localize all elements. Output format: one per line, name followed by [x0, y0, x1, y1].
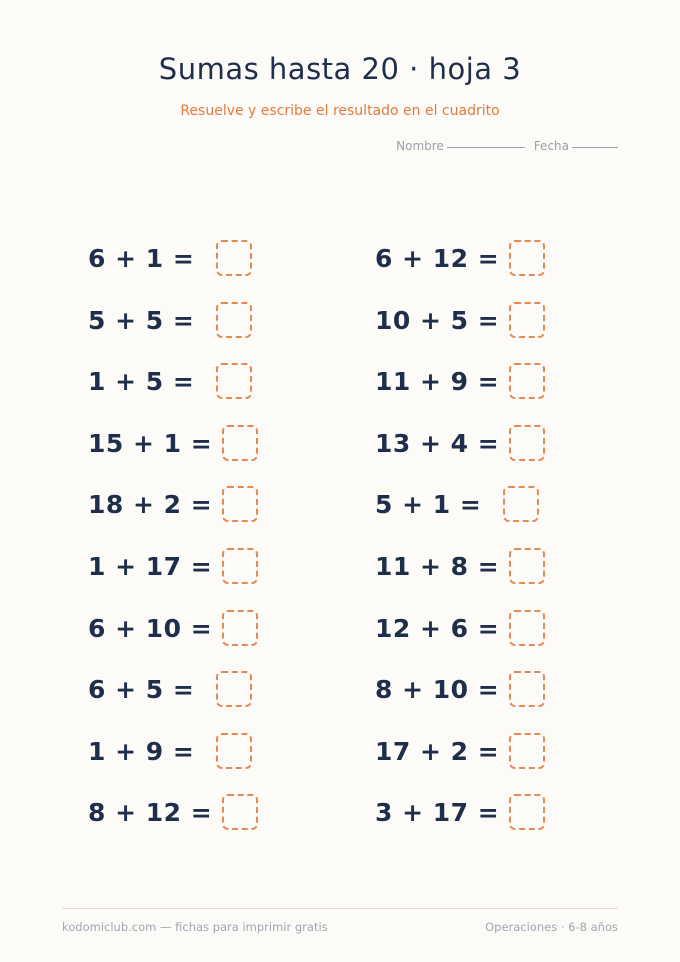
problem-expression: 15 + 1 =	[88, 428, 213, 458]
page-subtitle: Resuelve y escribe el resultado en el cuadrito	[180, 103, 500, 119]
answer-box[interactable]	[509, 240, 545, 276]
problem-expression: 6 + 5 =	[88, 674, 195, 704]
problem-expression: 3 + 17 =	[375, 797, 500, 827]
date-label: Fecha	[533, 139, 569, 153]
problem-expression: 1 + 17 =	[88, 551, 213, 581]
problem-right-2	[375, 302, 545, 338]
problem-right-7	[375, 610, 545, 646]
problem-expression: 5 + 5 =	[88, 305, 195, 335]
answer-box[interactable]	[503, 486, 539, 522]
problem-expression: 6 + 1 =	[88, 243, 195, 273]
answer-box[interactable]	[216, 671, 252, 707]
problem-expression: 12 + 6 =	[375, 613, 500, 643]
problem-expression: 18 + 2 =	[88, 489, 213, 519]
problem-expression: 8 + 10 =	[375, 674, 500, 704]
problem-right-6	[375, 548, 545, 584]
problem-expression: 1 + 5 =	[88, 366, 195, 396]
answer-box[interactable]	[216, 363, 252, 399]
footer-category: Operaciones · 6-8 años	[485, 920, 618, 934]
problem-right-8	[375, 671, 545, 707]
answer-box[interactable]	[222, 610, 258, 646]
answer-box[interactable]	[216, 240, 252, 276]
problem-expression: 6 + 12 =	[375, 243, 500, 273]
problem-left-2	[88, 302, 252, 338]
footer-site-link[interactable]: kodomiclub.com — fichas para imprimir gratis	[62, 920, 328, 934]
answer-box[interactable]	[509, 425, 545, 461]
problem-expression: 11 + 9 =	[375, 366, 500, 396]
answer-box[interactable]	[222, 548, 258, 584]
problem-left-3	[88, 363, 252, 399]
problem-right-10	[375, 794, 545, 830]
problem-right-3	[375, 363, 545, 399]
answer-box[interactable]	[509, 794, 545, 830]
problem-right-1	[375, 240, 545, 276]
problem-right-5	[375, 486, 539, 522]
problem-expression: 13 + 4 =	[375, 428, 500, 458]
problem-left-10	[88, 794, 258, 830]
answer-box[interactable]	[509, 363, 545, 399]
answer-box[interactable]	[222, 425, 258, 461]
footer-divider	[62, 908, 618, 909]
problem-expression: 5 + 1 =	[375, 489, 482, 519]
problem-left-6	[88, 548, 258, 584]
answer-box[interactable]	[509, 671, 545, 707]
problem-left-1	[88, 240, 252, 276]
problem-expression: 6 + 10 =	[88, 613, 213, 643]
answer-box[interactable]	[509, 610, 545, 646]
problem-right-9	[375, 733, 545, 769]
answer-box[interactable]	[216, 302, 252, 338]
answer-box[interactable]	[509, 548, 545, 584]
answer-box[interactable]	[509, 302, 545, 338]
problem-right-4	[375, 425, 545, 461]
page-title: Sumas hasta 20 · hoja 3	[158, 52, 522, 86]
problem-left-8	[88, 671, 252, 707]
problem-left-4	[88, 425, 258, 461]
problem-expression: 10 + 5 =	[375, 305, 500, 335]
problem-expression: 17 + 2 =	[375, 736, 500, 766]
answer-box[interactable]	[216, 733, 252, 769]
problem-left-7	[88, 610, 258, 646]
answer-box[interactable]	[509, 733, 545, 769]
problem-left-9	[88, 733, 252, 769]
name-label: Nombre	[396, 139, 444, 153]
problem-expression: 8 + 12 =	[88, 797, 213, 827]
problem-left-5	[88, 486, 258, 522]
problem-expression: 1 + 9 =	[88, 736, 195, 766]
answer-box[interactable]	[222, 486, 258, 522]
answer-box[interactable]	[222, 794, 258, 830]
problem-expression: 11 + 8 =	[375, 551, 500, 581]
